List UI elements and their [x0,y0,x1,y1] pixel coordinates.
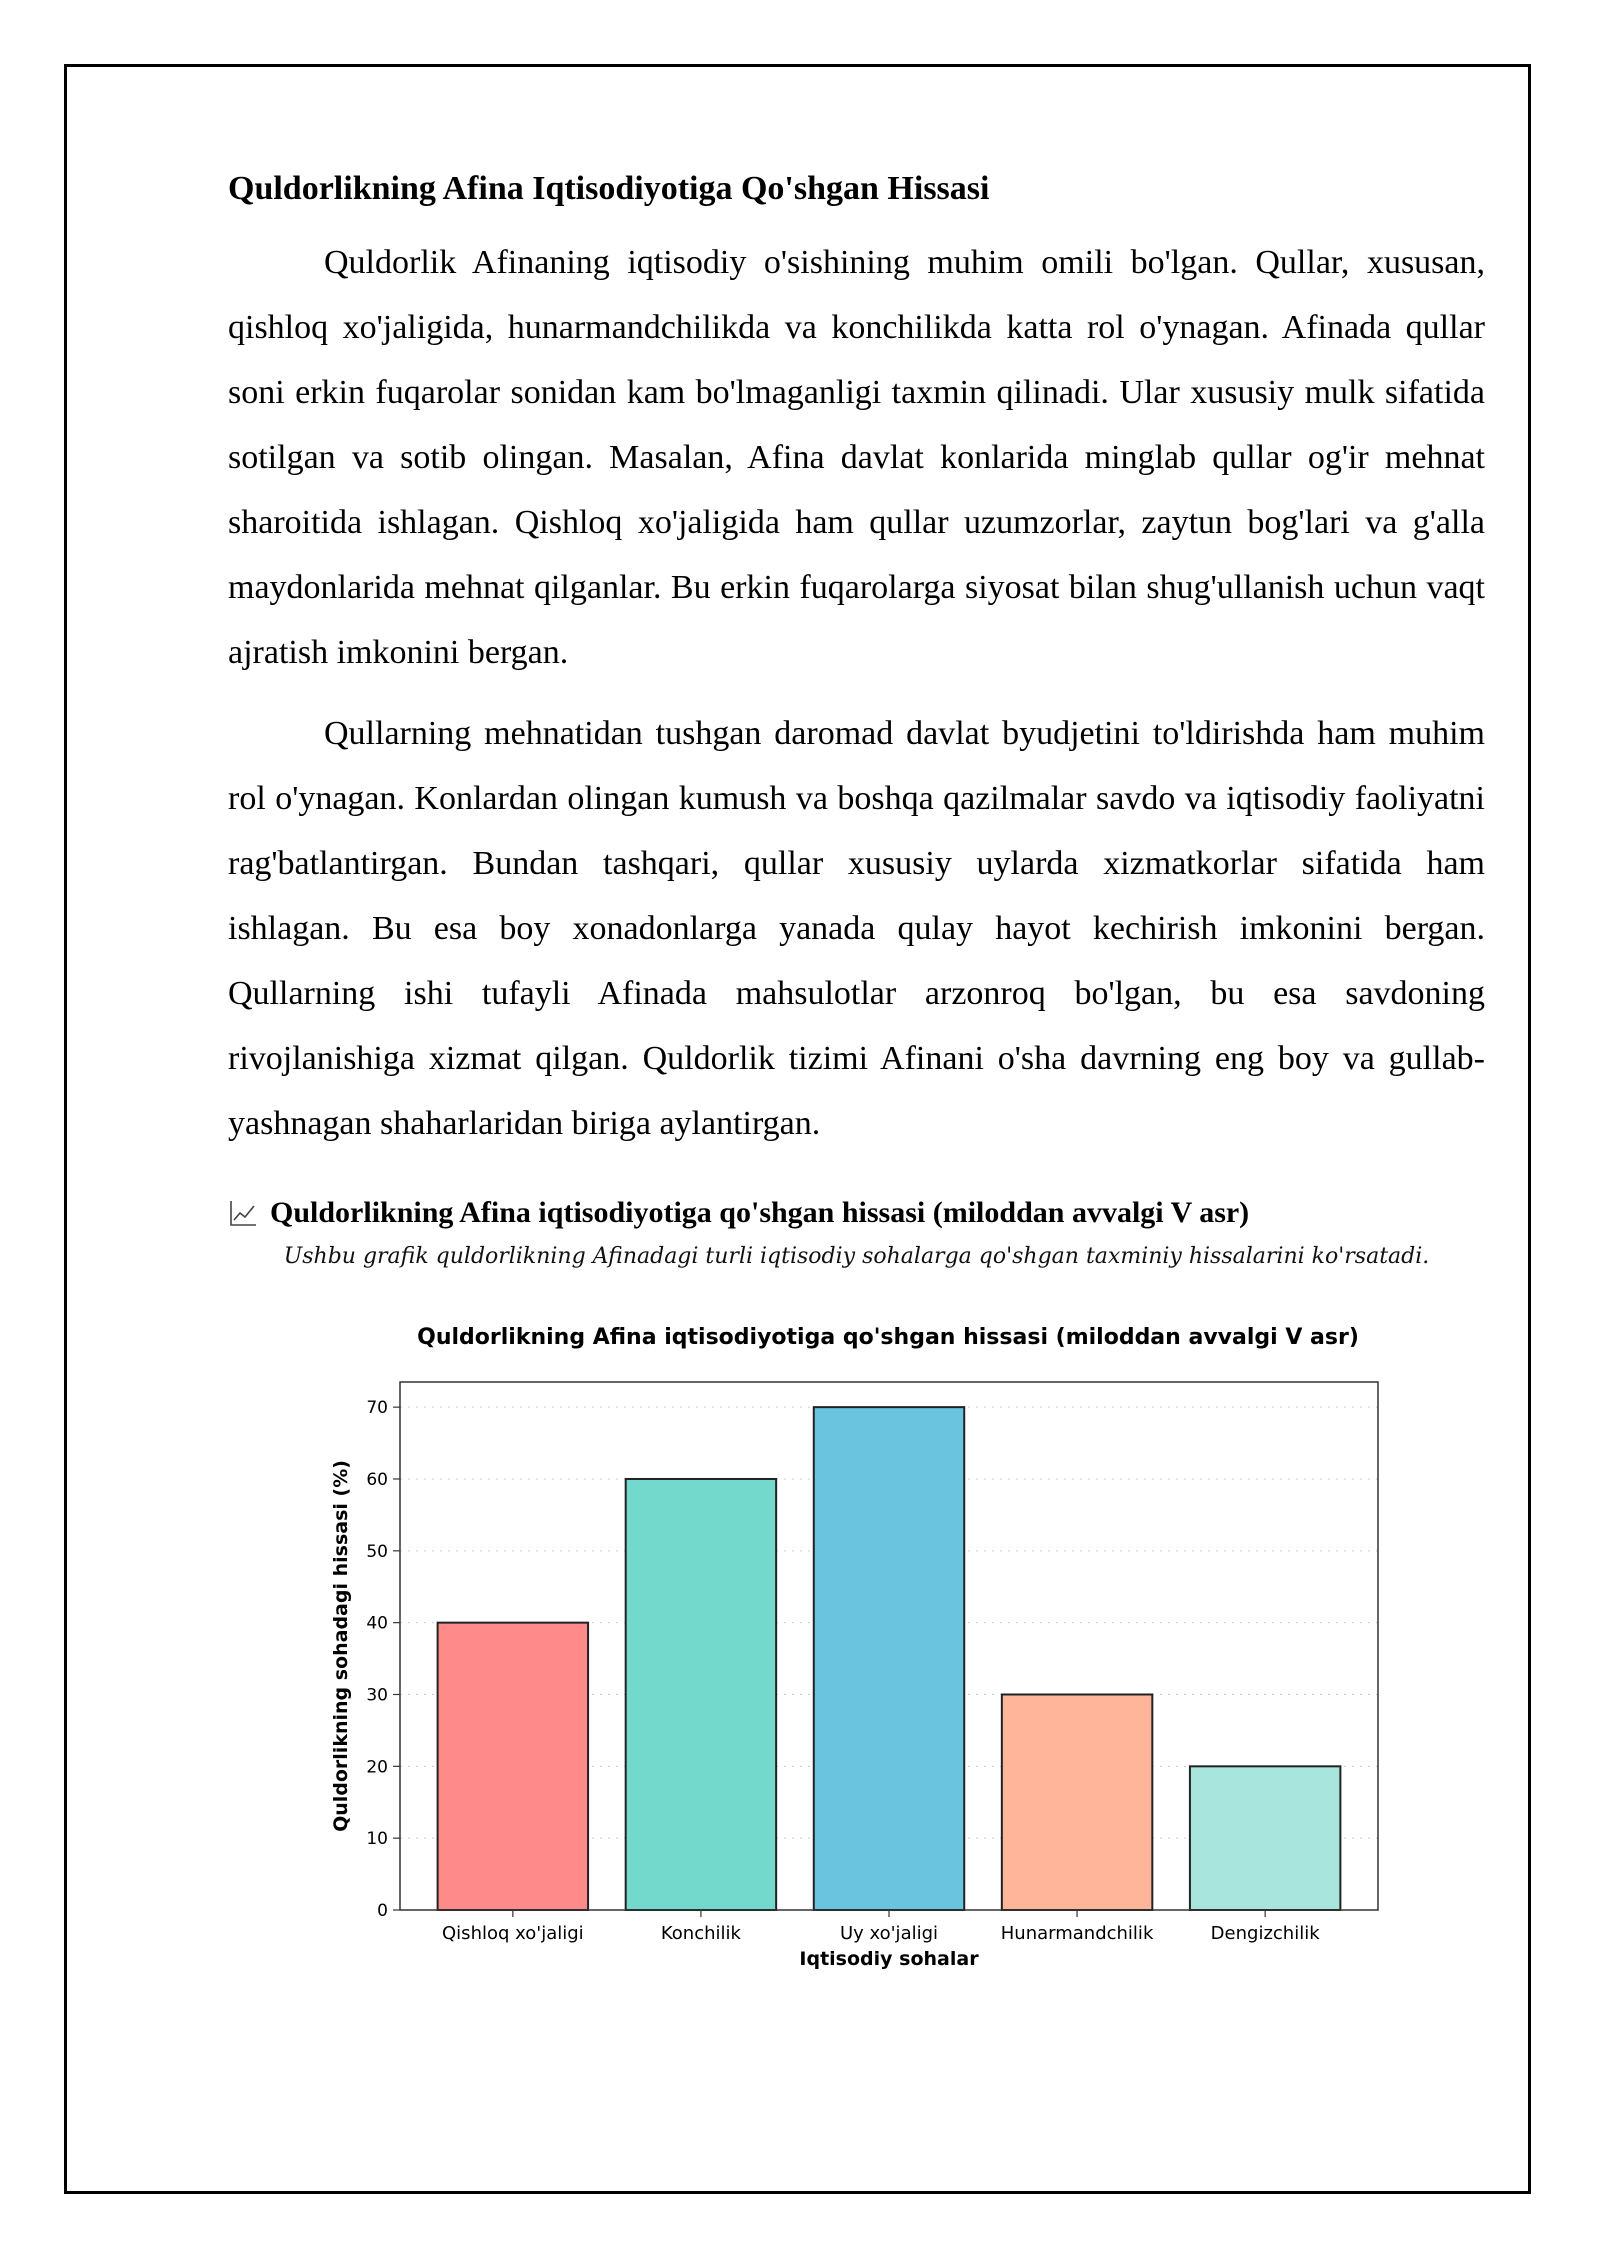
paragraph-2: Qullarning mehnatidan tushgan daromad davlat byudjetini to'ldirishda ham muhim rol o'ynagan. Konlardan olingan kumush va boshqa qazilmalar savdo va iqtisodiy faoliyatni rag'batlantirgan. Bundan tashqari, qullar xususiy uylarda xizmatkorlar sifatida ham ishlagan. Bu esa boy xonadonlarga yanada qulay hayot kechirish imkonini bergan. Qullarning ishi tufayli Afinada mahsulotlar arzonroq bo'lgan, bu esa savdoning rivojlanishiga xizmat qilgan. Quldorlik tizimi Afinani o'sha davrning eng boy va gullab-yashnagan shaharlaridan biriga aylantirgan. [228,715,1485,1142]
x-tick-label: Hunarmandchilik [1000,1923,1154,1944]
x-tick-label: Uy xo'jaligi [839,1923,939,1944]
document-title: Quldorlikning Afina Iqtisodiyotiga Qo'shgan Hissasi [228,170,990,207]
figure-caption: Ushbu grafik quldorlikning Afinadagi turli iqtisodiy sohalarga qo'shgan taxminiy hissalarini ko'rsatadi. [283,1244,1430,1269]
x-tick-label: Qishloq xo'jaligi [442,1923,584,1944]
y-tick-label: 60 [366,1469,388,1490]
y-tick-label: 70 [366,1398,388,1419]
bar [814,1407,964,1910]
x-axis-ticks [442,1910,1320,1944]
bar-chart [260,1320,1410,2000]
x-axis-label: Iqtisodiy sohalar [799,1948,979,1970]
y-tick-label: 0 [377,1901,388,1921]
chart-title: Quldorlikning Afina iqtisodiyotiga qo'shgan hissasi (miloddan avvalgi V asr) [417,1325,1359,1350]
y-tick-label: 40 [366,1613,388,1634]
x-tick-label: Dengizchilik [1210,1923,1320,1944]
chart-line-icon [228,1198,258,1228]
document-body [228,170,1485,1289]
bar [626,1479,776,1910]
figure-heading [228,1196,1485,1230]
chart-bars [438,1407,1341,1910]
y-tick-label: 30 [366,1685,388,1706]
y-tick-label: 10 [366,1829,388,1850]
y-axis-ticks [366,1398,400,1921]
x-tick-label: Konchilik [660,1923,741,1944]
bar-chart-svg [260,1320,1410,2000]
bar [1190,1766,1340,1910]
y-axis-label: Quldorlikning sohadagi hissasi (%) [330,1460,352,1832]
figure-heading-text: Quldorlikning Afina iqtisodiyotiga qo'shgan hissasi (miloddan avvalgi V asr) [270,1196,1250,1229]
bar [438,1623,588,1910]
y-tick-label: 20 [366,1757,388,1778]
y-tick-label: 50 [366,1541,388,1562]
bar [1002,1694,1152,1910]
paragraph-1: Quldorlik Afinaning iqtisodiy o'sishining muhim omili bo'lgan. Qullar, xususan, qishloq xo'jaligida, hunarmandchilikda va konchilikda katta rol o'ynagan. Afinada qullar soni erkin fuqarolar sonidan kam bo'lmaganligi taxmin qilinadi. Ular xususiy mulk sifatida sotilgan va sotib olingan. Masalan, Afina davlat konlarida minglab qullar og'ir mehnat sharoitida ishlagan. Qishloq xo'jaligida ham qullar uzumzorlar, zaytun bog'lari va g'alla maydonlarida mehnat qilganlar. Bu erkin fuqarolarga siyosat bilan shug'ullanish uchun vaqt ajratish imkonini bergan. [228,244,1485,671]
